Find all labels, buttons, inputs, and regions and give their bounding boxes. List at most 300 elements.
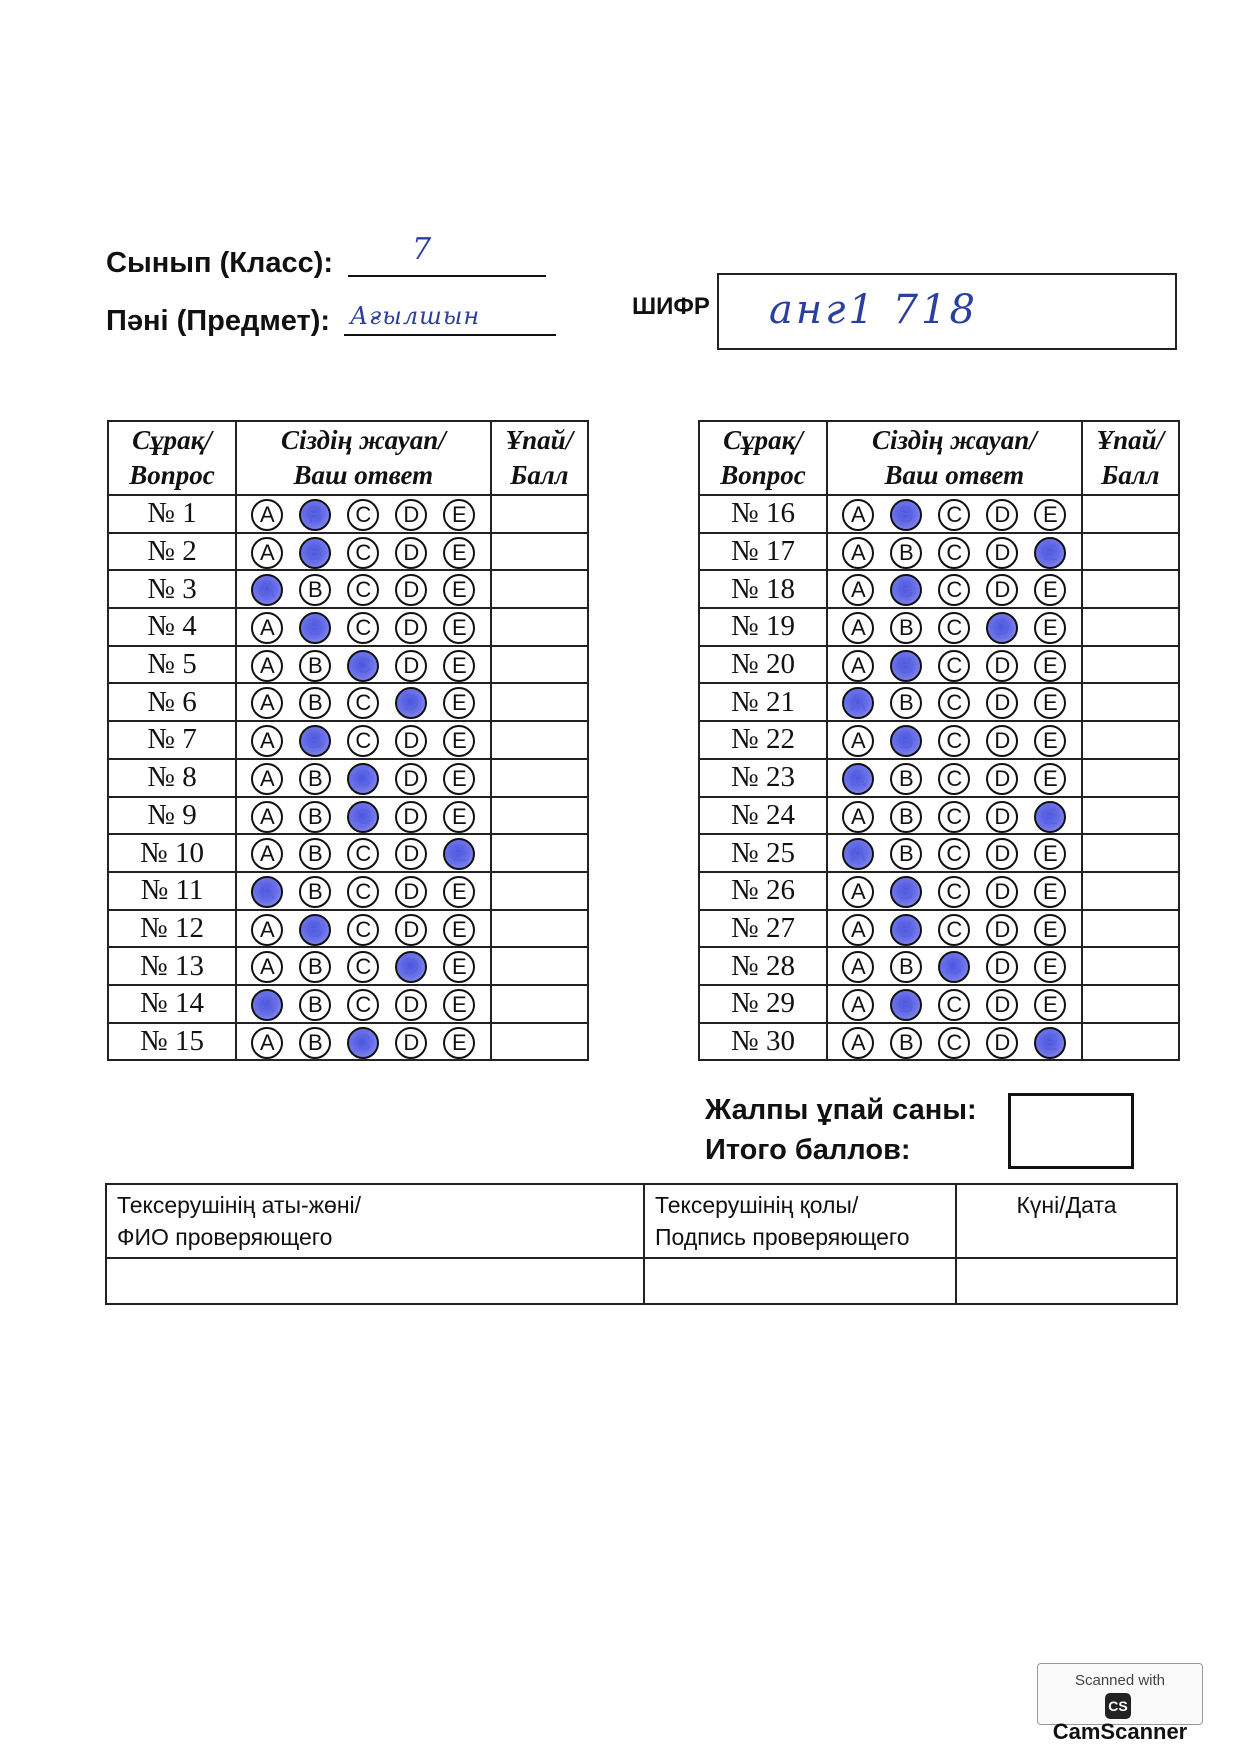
- answer-bubbles: [236, 570, 491, 608]
- table-row: [108, 947, 588, 985]
- question-number: № 28: [699, 947, 827, 985]
- answer-bubble-c[interactable]: C: [938, 574, 970, 606]
- answer-bubbles: [827, 910, 1082, 948]
- table-row: [108, 533, 588, 571]
- answer-bubble-c[interactable]: C: [347, 612, 379, 644]
- answer-bubble-d[interactable]: D: [986, 612, 1018, 644]
- answer-bubbles: [236, 1023, 491, 1061]
- question-number: № 17: [699, 533, 827, 571]
- answer-bubble-d[interactable]: D: [986, 499, 1018, 531]
- answer-bubble-a[interactable]: A: [251, 914, 283, 946]
- score-cell[interactable]: [491, 947, 588, 985]
- score-cell[interactable]: [491, 834, 588, 872]
- camscanner-logo-icon: CS: [1105, 1693, 1131, 1719]
- answer-bubble-c[interactable]: C: [347, 989, 379, 1021]
- table-row: [108, 759, 588, 797]
- answer-bubble-d[interactable]: D: [986, 687, 1018, 719]
- table-row: [699, 646, 1179, 684]
- score-header: Ұпай/ Балл: [1082, 421, 1179, 495]
- score-cell[interactable]: [1082, 608, 1179, 646]
- answer-bubble-c[interactable]: C: [938, 499, 970, 531]
- question-number: № 27: [699, 910, 827, 948]
- total-score-box[interactable]: [1008, 1093, 1134, 1169]
- answer-bubbles: [827, 985, 1082, 1023]
- score-cell[interactable]: [491, 797, 588, 835]
- score-header: Ұпай/ Балл: [491, 421, 588, 495]
- answer-bubbles: [236, 910, 491, 948]
- question-number: № 10: [108, 834, 236, 872]
- question-number: № 20: [699, 646, 827, 684]
- table-row: [699, 947, 1179, 985]
- answer-bubble-a[interactable]: A: [842, 801, 874, 833]
- answer-header: Сіздің жауап/ Ваш ответ: [827, 421, 1082, 495]
- answer-bubble-b[interactable]: B: [890, 1027, 922, 1059]
- answer-bubble-a[interactable]: A: [842, 650, 874, 682]
- answer-bubble-c[interactable]: C: [938, 612, 970, 644]
- answer-bubble-a[interactable]: A: [842, 537, 874, 569]
- answer-bubble-d[interactable]: D: [395, 951, 427, 983]
- table-row: [699, 608, 1179, 646]
- score-cell[interactable]: [1082, 683, 1179, 721]
- answer-bubble-c[interactable]: C: [347, 687, 379, 719]
- answer-bubbles: [236, 683, 491, 721]
- score-cell[interactable]: [491, 721, 588, 759]
- answer-table-right: [698, 420, 1180, 1061]
- answer-bubble-a[interactable]: A: [842, 725, 874, 757]
- answer-bubble-d[interactable]: D: [395, 914, 427, 946]
- answer-table-left: [107, 420, 589, 1061]
- table-row: [699, 985, 1179, 1023]
- score-cell[interactable]: [1082, 947, 1179, 985]
- answer-bubbles: [827, 608, 1082, 646]
- answer-bubbles: [827, 947, 1082, 985]
- answer-bubble-c[interactable]: C: [347, 876, 379, 908]
- answer-bubble-b[interactable]: B: [299, 838, 331, 870]
- answer-bubbles: [827, 683, 1082, 721]
- checker-name-header: Тексерушінің аты-жөні/ ФИО проверяющего: [106, 1184, 644, 1258]
- answer-bubbles: [236, 759, 491, 797]
- score-cell[interactable]: [1082, 646, 1179, 684]
- checker-date-header: Күні/Дата: [956, 1184, 1177, 1258]
- answer-bubble-a[interactable]: A: [842, 574, 874, 606]
- answer-bubble-c[interactable]: C: [938, 914, 970, 946]
- answer-bubble-e[interactable]: E: [1034, 650, 1066, 682]
- answer-bubble-a[interactable]: A: [251, 763, 283, 795]
- question-number: № 7: [108, 721, 236, 759]
- checker-date-field[interactable]: [956, 1258, 1177, 1304]
- answer-bubbles: [827, 872, 1082, 910]
- question-number: № 11: [108, 872, 236, 910]
- question-number: № 8: [108, 759, 236, 797]
- score-cell[interactable]: [1082, 495, 1179, 533]
- answer-bubbles: [236, 533, 491, 571]
- question-number: № 26: [699, 872, 827, 910]
- answer-bubble-c[interactable]: C: [938, 876, 970, 908]
- score-cell[interactable]: [1082, 570, 1179, 608]
- table-row: [108, 495, 588, 533]
- answer-bubble-d[interactable]: D: [395, 1027, 427, 1059]
- answer-bubble-b[interactable]: B: [890, 650, 922, 682]
- answer-bubbles: [827, 495, 1082, 533]
- score-cell[interactable]: [1082, 797, 1179, 835]
- answer-bubbles: [827, 1023, 1082, 1061]
- answer-bubble-e[interactable]: E: [443, 951, 475, 983]
- answer-bubble-c[interactable]: C: [347, 914, 379, 946]
- answer-bubble-a[interactable]: A: [251, 537, 283, 569]
- answer-bubble-e[interactable]: E: [443, 650, 475, 682]
- answer-bubble-b[interactable]: B: [890, 801, 922, 833]
- answer-bubble-d[interactable]: D: [395, 838, 427, 870]
- answer-bubble-b[interactable]: B: [299, 499, 331, 531]
- answer-bubble-b[interactable]: B: [890, 989, 922, 1021]
- answer-bubble-b[interactable]: B: [299, 1027, 331, 1059]
- table-row: [108, 834, 588, 872]
- answer-bubble-a[interactable]: A: [842, 763, 874, 795]
- score-cell[interactable]: [1082, 759, 1179, 797]
- table-row: [108, 683, 588, 721]
- answer-bubble-d[interactable]: D: [986, 1027, 1018, 1059]
- answer-bubble-d[interactable]: D: [986, 650, 1018, 682]
- checker-signature-field[interactable]: [644, 1258, 956, 1304]
- checker-signature-header: Тексерушінің қолы/ Подпись проверяющего: [644, 1184, 956, 1258]
- score-cell[interactable]: [491, 683, 588, 721]
- question-number: № 13: [108, 947, 236, 985]
- answer-bubble-a[interactable]: A: [251, 989, 283, 1021]
- answer-bubble-c[interactable]: C: [347, 838, 379, 870]
- answer-bubble-b[interactable]: B: [890, 612, 922, 644]
- question-number: № 4: [108, 608, 236, 646]
- answer-bubble-e[interactable]: E: [443, 914, 475, 946]
- answer-bubble-b[interactable]: B: [890, 537, 922, 569]
- answer-bubble-a[interactable]: A: [251, 801, 283, 833]
- answer-bubble-b[interactable]: B: [890, 914, 922, 946]
- answer-bubbles: [827, 834, 1082, 872]
- table-row: [699, 533, 1179, 571]
- question-number: № 30: [699, 1023, 827, 1061]
- answer-bubble-e[interactable]: E: [1034, 725, 1066, 757]
- answer-bubble-c[interactable]: C: [938, 763, 970, 795]
- answer-bubble-b[interactable]: B: [299, 763, 331, 795]
- cipher-value: анг1 718: [769, 287, 978, 333]
- answer-bubble-b[interactable]: B: [299, 687, 331, 719]
- total-label: [705, 1090, 977, 1170]
- answer-bubble-a[interactable]: A: [251, 876, 283, 908]
- answer-bubble-a[interactable]: A: [251, 650, 283, 682]
- answer-bubble-c[interactable]: C: [347, 499, 379, 531]
- score-cell[interactable]: [491, 1023, 588, 1061]
- table-row: [699, 834, 1179, 872]
- score-cell[interactable]: [491, 608, 588, 646]
- answer-bubble-d[interactable]: D: [986, 537, 1018, 569]
- answer-bubble-e[interactable]: E: [1034, 914, 1066, 946]
- answer-bubble-d[interactable]: D: [395, 499, 427, 531]
- question-header: Сұрақ/ Вопрос: [108, 421, 236, 495]
- checker-table: [105, 1183, 1178, 1305]
- class-label: Сынып (Класс):: [106, 247, 334, 279]
- answer-bubble-e[interactable]: E: [1034, 951, 1066, 983]
- answer-bubbles: [827, 721, 1082, 759]
- score-cell[interactable]: [1082, 533, 1179, 571]
- question-header: Сұрақ/ Вопрос: [699, 421, 827, 495]
- table-row: [108, 872, 588, 910]
- table-row: [108, 570, 588, 608]
- answer-bubbles: [236, 608, 491, 646]
- question-number: № 14: [108, 985, 236, 1023]
- answer-bubble-c[interactable]: C: [938, 537, 970, 569]
- answer-bubble-d[interactable]: D: [986, 989, 1018, 1021]
- answer-bubble-a[interactable]: A: [842, 951, 874, 983]
- answer-bubble-b[interactable]: B: [890, 951, 922, 983]
- answer-bubble-a[interactable]: A: [251, 1027, 283, 1059]
- question-number: № 9: [108, 797, 236, 835]
- answer-bubble-a[interactable]: A: [842, 876, 874, 908]
- score-cell[interactable]: [491, 646, 588, 684]
- answer-bubble-d[interactable]: D: [986, 838, 1018, 870]
- subject-underline: [344, 334, 556, 336]
- score-cell[interactable]: [1082, 1023, 1179, 1061]
- question-number: № 15: [108, 1023, 236, 1061]
- answer-bubbles: [236, 985, 491, 1023]
- answer-bubbles: [827, 759, 1082, 797]
- answer-bubble-a[interactable]: A: [842, 838, 874, 870]
- answer-bubbles: [236, 872, 491, 910]
- answer-bubbles: [827, 797, 1082, 835]
- answer-bubble-b[interactable]: B: [299, 801, 331, 833]
- answer-bubbles: [827, 533, 1082, 571]
- answer-bubble-b[interactable]: B: [299, 725, 331, 757]
- answer-bubble-e[interactable]: E: [1034, 838, 1066, 870]
- answer-bubble-b[interactable]: B: [299, 574, 331, 606]
- table-row: [699, 683, 1179, 721]
- answer-bubble-d[interactable]: D: [986, 876, 1018, 908]
- score-cell[interactable]: [491, 570, 588, 608]
- class-value[interactable]: 7: [412, 232, 432, 267]
- score-cell[interactable]: [1082, 985, 1179, 1023]
- answer-bubble-c[interactable]: C: [347, 951, 379, 983]
- question-number: № 12: [108, 910, 236, 948]
- score-cell[interactable]: [491, 533, 588, 571]
- answer-bubble-d[interactable]: D: [986, 951, 1018, 983]
- table-row: [108, 985, 588, 1023]
- answer-bubble-e[interactable]: E: [1034, 763, 1066, 795]
- table-row: [108, 797, 588, 835]
- answer-bubble-b[interactable]: B: [890, 499, 922, 531]
- table-row: [699, 910, 1179, 948]
- question-number: № 6: [108, 683, 236, 721]
- answer-bubble-b[interactable]: B: [299, 989, 331, 1021]
- table-row: [108, 910, 588, 948]
- answer-bubble-e[interactable]: E: [443, 574, 475, 606]
- answer-bubble-c[interactable]: C: [347, 574, 379, 606]
- answer-bubbles: [236, 721, 491, 759]
- table-row: [699, 1023, 1179, 1061]
- answer-bubble-c[interactable]: C: [347, 537, 379, 569]
- answer-bubble-d[interactable]: D: [395, 989, 427, 1021]
- answer-bubble-e[interactable]: E: [443, 687, 475, 719]
- score-cell[interactable]: [1082, 910, 1179, 948]
- answer-bubbles: [236, 646, 491, 684]
- answer-bubble-d[interactable]: D: [395, 801, 427, 833]
- answer-bubble-e[interactable]: E: [1034, 876, 1066, 908]
- answer-bubble-b[interactable]: B: [890, 574, 922, 606]
- answer-bubble-e[interactable]: E: [1034, 1027, 1066, 1059]
- answer-bubble-c[interactable]: C: [347, 1027, 379, 1059]
- answer-bubble-a[interactable]: A: [251, 687, 283, 719]
- cipher-label: ШИФР: [632, 293, 710, 320]
- answer-bubble-e[interactable]: E: [1034, 801, 1066, 833]
- camscanner-watermark: [1037, 1663, 1203, 1745]
- answer-bubble-c[interactable]: C: [347, 650, 379, 682]
- question-number: № 2: [108, 533, 236, 571]
- answer-bubble-e[interactable]: E: [443, 876, 475, 908]
- question-number: № 29: [699, 985, 827, 1023]
- answer-bubble-a[interactable]: A: [842, 612, 874, 644]
- watermark-top-text: Scanned with: [1074, 1672, 1166, 1689]
- table-row: [699, 570, 1179, 608]
- answer-bubble-e[interactable]: E: [1034, 612, 1066, 644]
- table-row: [699, 759, 1179, 797]
- answer-bubble-b[interactable]: B: [299, 650, 331, 682]
- score-cell[interactable]: [1082, 834, 1179, 872]
- answer-bubble-e[interactable]: E: [443, 1027, 475, 1059]
- answer-bubbles: [236, 797, 491, 835]
- answer-bubble-a[interactable]: A: [842, 687, 874, 719]
- answer-bubbles: [827, 570, 1082, 608]
- answer-bubble-d[interactable]: D: [395, 763, 427, 795]
- answer-bubble-c[interactable]: C: [938, 650, 970, 682]
- question-number: № 18: [699, 570, 827, 608]
- cipher-box[interactable]: [717, 273, 1177, 350]
- answer-bubble-b[interactable]: B: [890, 687, 922, 719]
- answer-bubble-b[interactable]: B: [890, 725, 922, 757]
- answer-bubble-a[interactable]: A: [251, 574, 283, 606]
- answer-bubble-c[interactable]: C: [938, 951, 970, 983]
- question-number: № 19: [699, 608, 827, 646]
- question-number: № 16: [699, 495, 827, 533]
- score-cell[interactable]: [491, 910, 588, 948]
- answer-bubble-e[interactable]: E: [1034, 499, 1066, 531]
- answer-bubble-b[interactable]: B: [299, 914, 331, 946]
- answer-bubble-d[interactable]: D: [986, 914, 1018, 946]
- answer-bubble-e[interactable]: E: [443, 537, 475, 569]
- table-row: [699, 872, 1179, 910]
- table-row: [108, 721, 588, 759]
- answer-bubble-d[interactable]: D: [986, 801, 1018, 833]
- question-number: № 1: [108, 495, 236, 533]
- answer-bubble-a[interactable]: A: [251, 838, 283, 870]
- score-cell[interactable]: [491, 759, 588, 797]
- answer-bubble-d[interactable]: D: [395, 687, 427, 719]
- answer-bubble-e[interactable]: E: [443, 725, 475, 757]
- answer-bubble-c[interactable]: C: [938, 725, 970, 757]
- answer-bubble-d[interactable]: D: [986, 574, 1018, 606]
- score-cell[interactable]: [491, 495, 588, 533]
- answer-bubble-e[interactable]: E: [443, 612, 475, 644]
- answer-bubble-a[interactable]: A: [842, 989, 874, 1021]
- question-number: № 25: [699, 834, 827, 872]
- question-number: № 21: [699, 683, 827, 721]
- answer-bubble-b[interactable]: B: [890, 838, 922, 870]
- answer-bubble-d[interactable]: D: [395, 574, 427, 606]
- table-row: [108, 608, 588, 646]
- answer-bubble-c[interactable]: C: [347, 763, 379, 795]
- question-number: № 23: [699, 759, 827, 797]
- table-row: [108, 646, 588, 684]
- score-cell[interactable]: [1082, 872, 1179, 910]
- answer-bubble-d[interactable]: D: [395, 612, 427, 644]
- answer-bubbles: [827, 646, 1082, 684]
- subject-label: Пәні (Предмет):: [106, 305, 331, 337]
- answer-bubble-b[interactable]: B: [299, 537, 331, 569]
- answer-bubble-e[interactable]: E: [443, 989, 475, 1021]
- answer-bubble-a[interactable]: A: [251, 499, 283, 531]
- answer-bubbles: [236, 947, 491, 985]
- answer-bubble-d[interactable]: D: [986, 763, 1018, 795]
- total-label-ru: Итого баллов:: [705, 1134, 911, 1166]
- answer-bubble-e[interactable]: E: [443, 499, 475, 531]
- table-row: [108, 1023, 588, 1061]
- answer-bubble-c[interactable]: C: [938, 687, 970, 719]
- table-row: [699, 721, 1179, 759]
- answer-bubble-d[interactable]: D: [395, 650, 427, 682]
- answer-bubble-b[interactable]: B: [299, 876, 331, 908]
- answer-bubble-e[interactable]: E: [443, 801, 475, 833]
- answer-bubble-a[interactable]: A: [842, 914, 874, 946]
- answer-bubble-d[interactable]: D: [986, 725, 1018, 757]
- answer-bubble-d[interactable]: D: [395, 537, 427, 569]
- answer-bubble-b[interactable]: B: [299, 951, 331, 983]
- answer-header: Сіздің жауап/ Ваш ответ: [236, 421, 491, 495]
- question-number: № 5: [108, 646, 236, 684]
- question-number: № 22: [699, 721, 827, 759]
- answer-bubble-a[interactable]: A: [251, 612, 283, 644]
- answer-bubble-c[interactable]: C: [938, 801, 970, 833]
- answer-bubble-e[interactable]: E: [1034, 574, 1066, 606]
- answer-bubble-c[interactable]: C: [938, 989, 970, 1021]
- answer-bubble-a[interactable]: A: [251, 725, 283, 757]
- answer-bubbles: [236, 495, 491, 533]
- answer-bubble-a[interactable]: A: [842, 499, 874, 531]
- answer-bubble-b[interactable]: B: [890, 763, 922, 795]
- answer-bubble-c[interactable]: C: [938, 838, 970, 870]
- answer-bubble-b[interactable]: B: [890, 876, 922, 908]
- answer-bubble-d[interactable]: D: [395, 876, 427, 908]
- question-number: № 24: [699, 797, 827, 835]
- watermark-brand-text: CamScanner: [1052, 1719, 1188, 1745]
- answer-bubble-e[interactable]: E: [1034, 687, 1066, 719]
- score-cell[interactable]: [491, 985, 588, 1023]
- subject-value[interactable]: Ағылшын: [350, 302, 481, 330]
- total-label-kz: Жалпы ұпай саны:: [705, 1094, 977, 1126]
- question-number: № 3: [108, 570, 236, 608]
- answer-bubble-d[interactable]: D: [395, 725, 427, 757]
- answer-bubbles: [236, 834, 491, 872]
- class-underline: [348, 275, 546, 277]
- answer-bubble-e[interactable]: E: [443, 838, 475, 870]
- score-cell[interactable]: [1082, 721, 1179, 759]
- answer-bubble-a[interactable]: A: [251, 951, 283, 983]
- answer-bubble-c[interactable]: C: [347, 725, 379, 757]
- answer-bubble-c[interactable]: C: [347, 801, 379, 833]
- answer-bubble-e[interactable]: E: [1034, 989, 1066, 1021]
- answer-bubble-e[interactable]: E: [443, 763, 475, 795]
- checker-name-field[interactable]: [106, 1258, 644, 1304]
- answer-bubble-a[interactable]: A: [842, 1027, 874, 1059]
- answer-bubble-b[interactable]: B: [299, 612, 331, 644]
- answer-bubble-c[interactable]: C: [938, 1027, 970, 1059]
- answer-bubble-e[interactable]: E: [1034, 537, 1066, 569]
- score-cell[interactable]: [491, 872, 588, 910]
